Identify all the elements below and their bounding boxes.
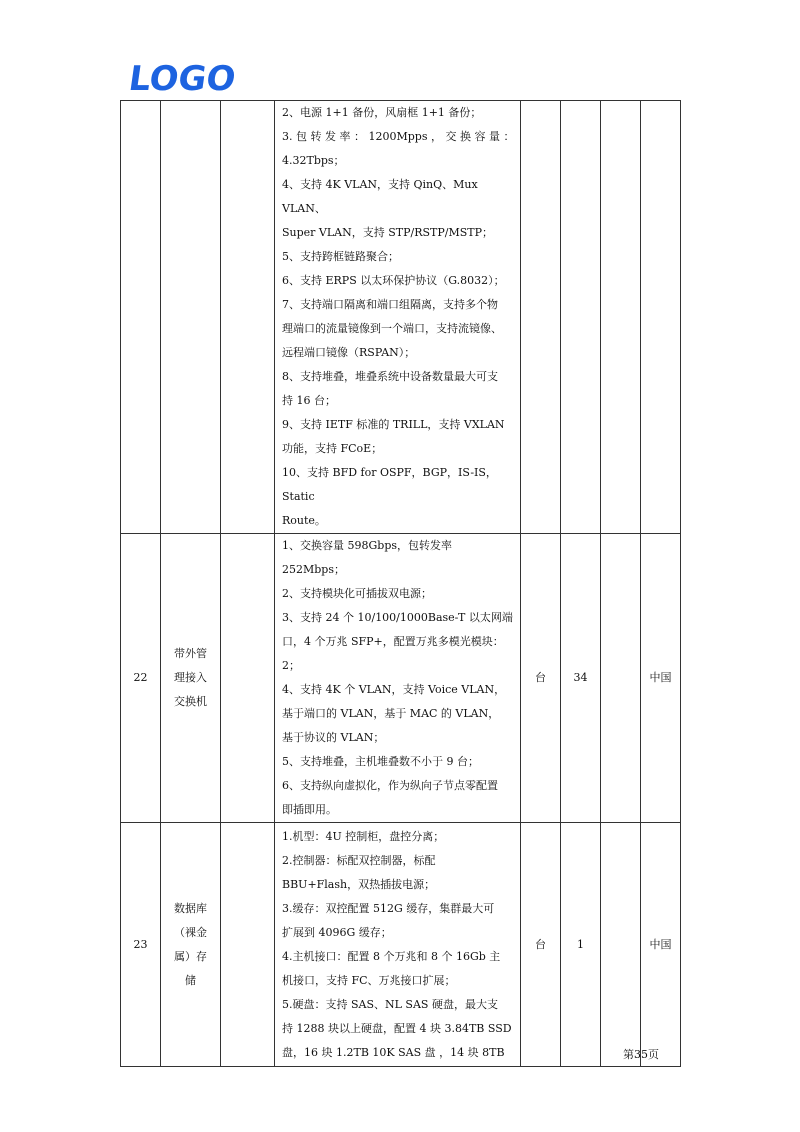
specification-line: 5、支持跨框链路聚合； (282, 250, 399, 263)
company-logo: LOGO (126, 59, 239, 99)
specification-line: 5、支持堆叠，主机堆叠数不小于 9 台； (282, 755, 479, 768)
item-name-cell (161, 823, 221, 1067)
specification-line: 2、电源 1+1 备份，风扇框 1+1 备份； (282, 106, 482, 119)
specification-line: 3. 包 转 发 率 ： 1200Mpps ， 交 换 容 量 ： (282, 130, 515, 143)
page-number: 第35页 (623, 1048, 659, 1061)
table-row (121, 534, 681, 823)
specification-line: 1.机型：4U 控制柜，盘控分离； (282, 829, 445, 843)
remark-cell (601, 823, 641, 1067)
specification-line: 1、交换容量 598Gbps，包转发率 252Mbps； (282, 539, 453, 576)
specification-line: 理端口的流量镜像到一个端口，支持流镜像、 (282, 322, 502, 335)
remark-cell (601, 101, 641, 534)
origin-cell: 中国 (641, 823, 681, 1067)
specification-cell (275, 101, 521, 534)
specification-line: 功能，支持 FCoE； (282, 442, 383, 455)
specification-line: 2； (282, 659, 300, 672)
specification-line: 机接口，支持 FC、万兆接口扩展； (282, 973, 456, 987)
specification-line: 5.硬盘：支持 SAS、NL SAS 硬盘，最大支 (282, 997, 498, 1011)
specification-line: 基于协议的 VLAN； (282, 731, 385, 744)
item-number-cell: 22 (121, 534, 161, 823)
specification-line: 口，4 个万兆 SFP+，配置万兆多模光模块： (282, 635, 504, 648)
specification-line: Route。 (282, 514, 326, 527)
specification-line: 基于端口的 VLAN，基于 MAC 的 VLAN， (282, 707, 500, 720)
specification-line: 远程端口镜像（RSPAN）； (282, 346, 416, 359)
specification-line: 7、支持端口隔离和端口组隔离，支持多个物 (282, 298, 498, 311)
item-name-cell (161, 534, 221, 823)
item-name-line: 理接入 (174, 671, 207, 684)
item-name-line: 属）存 (174, 949, 207, 963)
specification-line: 持 1288 块以上硬盘，配置 4 块 3.84TB SSD (282, 1021, 512, 1035)
spec-table (120, 100, 681, 1067)
quantity-cell (561, 101, 601, 534)
unit-cell: 台 (521, 823, 561, 1067)
item-name-line: （裸金 (174, 925, 207, 939)
specification-line: 2.控制器：标配双控制器，标配 (282, 853, 436, 867)
origin-cell: 中国 (641, 534, 681, 823)
specification-line: 3、支持 24 个 10/100/1000Base-T 以太网端 (282, 611, 513, 624)
model-cell (221, 534, 275, 823)
item-name-line: 带外管 (174, 647, 207, 660)
specification-line: 2、支持模块化可插拔双电源； (282, 587, 432, 600)
specification-line: 10、支持 BFD for OSPF，BGP，IS-IS，Static (282, 466, 497, 503)
specification-line: 6、支持纵向虚拟化，作为纵向子节点零配置 (282, 779, 498, 792)
unit-cell (521, 101, 561, 534)
item-number-cell: 23 (121, 823, 161, 1067)
specification-line: 即插即用。 (282, 803, 337, 816)
table-row (121, 823, 681, 1067)
item-name-line: 储 (185, 973, 196, 987)
specification-line: BBU+Flash，双热插拔电源； (282, 877, 436, 891)
specification-cell (275, 534, 521, 823)
origin-cell (641, 101, 681, 534)
quantity-cell: 1 (561, 823, 601, 1067)
specification-cell (275, 823, 521, 1067)
specification-line: 8、支持堆叠，堆叠系统中设备数量最大可支 (282, 370, 498, 383)
specification-line: 4、支持 4K 个 VLAN，支持 Voice VLAN， (282, 683, 506, 696)
model-cell (221, 101, 275, 534)
specification-line: 盘，16 块 1.2TB 10K SAS 盘 ，14 块 8TB (282, 1045, 505, 1059)
specification-line: 4、支持 4K VLAN，支持 QinQ、Mux VLAN、 (282, 178, 478, 215)
specification-line: 4.主机接口：配置 8 个万兆和 8 个 16Gb 主 (282, 949, 501, 963)
item-name-line: 交换机 (174, 695, 207, 708)
model-cell (221, 823, 275, 1067)
remark-cell (601, 534, 641, 823)
specification-line: 4.32Tbps； (282, 154, 345, 167)
unit-cell: 台 (521, 534, 561, 823)
quantity-cell: 34 (561, 534, 601, 823)
item-name-line: 数据库 (174, 901, 207, 915)
specification-line: Super VLAN，支持 STP/RSTP/MSTP； (282, 226, 494, 239)
item-name-cell (161, 101, 221, 534)
specification-line: 持 16 台； (282, 394, 336, 407)
specification-line: 扩展到 4096G 缓存； (282, 925, 392, 939)
specification-line: 3.缓存：双控配置 512G 缓存，集群最大可 (282, 901, 495, 915)
specification-line: 6、支持 ERPS 以太环保护协议（G.8032）； (282, 274, 505, 287)
specification-line: 9、支持 IETF 标准的 TRILL，支持 VXLAN (282, 418, 505, 431)
table-row (121, 101, 681, 534)
item-number-cell (121, 101, 161, 534)
